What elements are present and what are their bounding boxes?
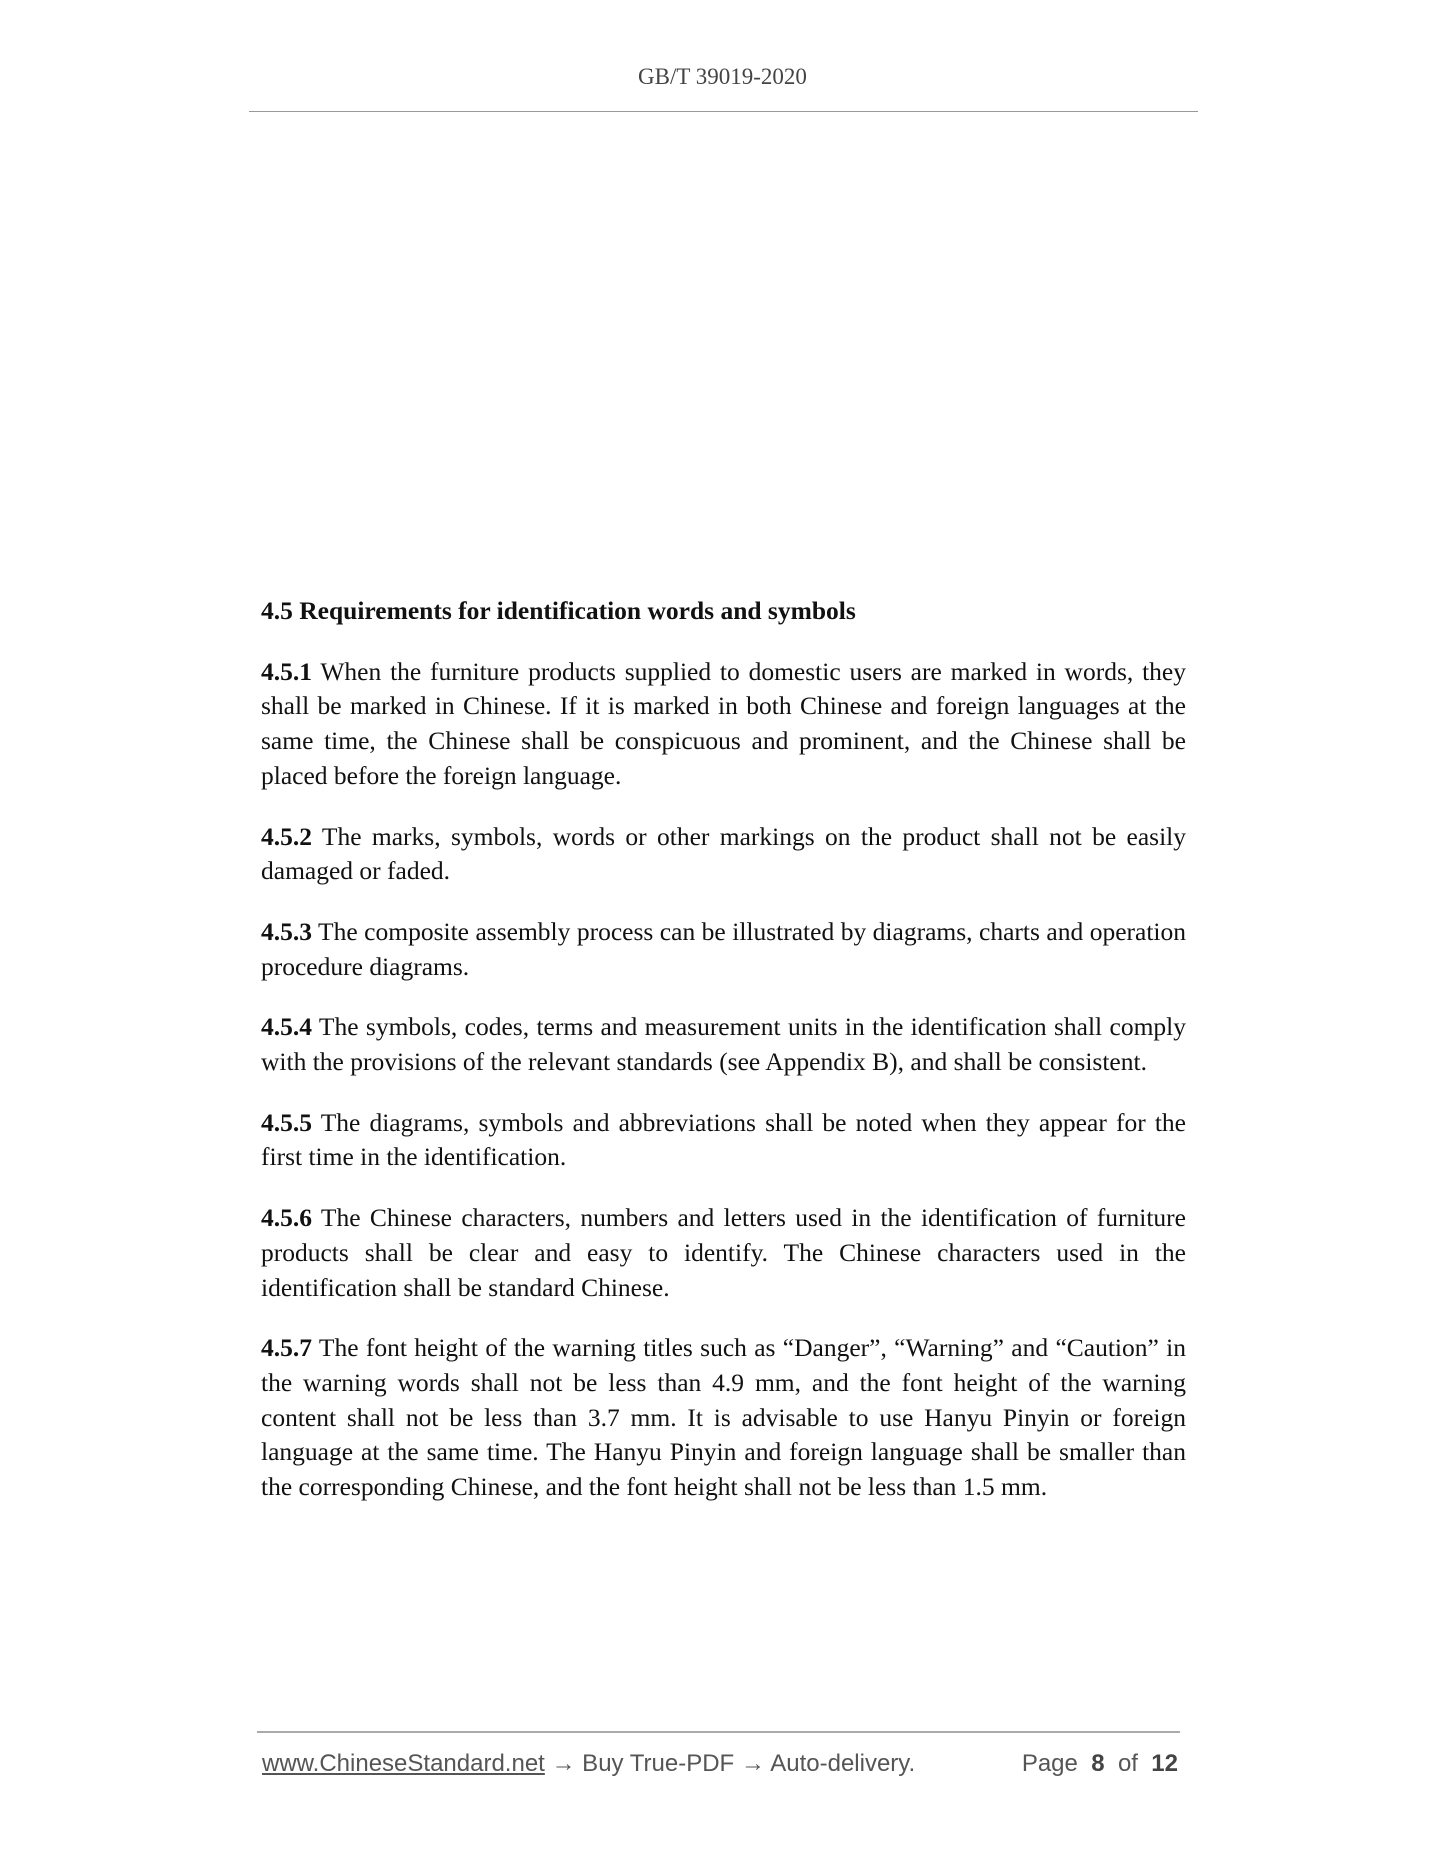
clause-number: 4.5.2 [261,821,312,851]
clause-number: 4.5.3 [261,916,312,946]
page-total: 12 [1151,1750,1178,1777]
clause-4-5-7 [261,1331,1186,1505]
clause-number: 4.5.7 [261,1333,312,1363]
website-link[interactable]: www.ChineseStandard.net [262,1750,545,1777]
clause-text: The font height of the warning titles such as “Danger”, “Warning” and “Caution” in the warning words shall not be less than 4.9 mm, and the font height of the warning content shall not be less than 3.7 mm. It is advisable to use Hanyu Pinyin or foreign language at the same time. The Hanyu Pinyin and foreign language shall be smaller than the corresponding Chinese, and the font height shall not be less than 1.5 mm. [261,1333,1186,1502]
document-body [261,594,1186,1531]
header-divider [249,111,1198,112]
clause-list [261,655,1186,1505]
clause-4-5-6 [261,1201,1186,1305]
clause-text: The composite assembly process can be illustrated by diagrams, charts and operation procedure diagrams. [261,916,1186,981]
section-title: 4.5 Requirements for identification words and symbols [261,596,856,625]
clause-4-5-4 [261,1010,1186,1079]
clause-4-5-1 [261,655,1186,794]
clause-number: 4.5.1 [261,656,312,686]
clause-text: The Chinese characters, numbers and letters used in the identification of furniture products shall be clear and easy to identify. The Chinese characters used in the identification shall be standard Chinese. [261,1203,1186,1302]
of-label: of [1117,1750,1138,1777]
clause-text: When the furniture products supplied to domestic users are marked in words, they shall be marked in Chinese. If it is marked in both Chinese and foreign languages at the same time, the Chinese shall be conspicuous and prominent, and the Chinese shall be placed before the foreign language. [261,656,1186,790]
clause-4-5-2 [261,820,1186,889]
clause-text: The symbols, codes, terms and measurement units in the identification shall comply with the provisions of the relevant standards (see Appendix B), and shall be consistent. [261,1012,1186,1077]
clause-number: 4.5.4 [261,1012,312,1042]
clause-text: The diagrams, symbols and abbreviations shall be noted when they appear for the first time in the identification. [261,1107,1186,1172]
page-label: Page [1021,1750,1078,1777]
clause-text: The marks, symbols, words or other markings on the product shall not be easily damaged or faded. [261,821,1186,886]
clause-4-5-5 [261,1106,1186,1175]
footer-text: → Buy True-PDF → Auto-delivery. [544,1750,916,1777]
page-indicator [1022,1750,1178,1778]
clause-4-5-3 [261,915,1186,984]
page-number: 8 [1091,1750,1105,1777]
clause-number: 4.5.5 [261,1107,312,1137]
clause-number: 4.5.6 [261,1203,312,1233]
document-header: GB/T 39019-2020 [638,64,807,89]
footer-divider [257,1731,1180,1733]
footer [262,1750,1180,1778]
